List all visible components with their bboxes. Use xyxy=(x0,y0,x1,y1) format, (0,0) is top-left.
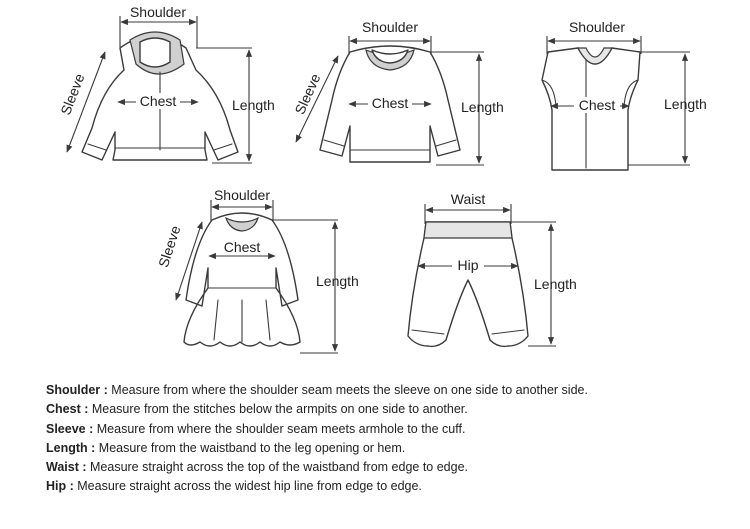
pants-figure xyxy=(408,191,577,346)
vest-chest-label: Chest xyxy=(578,97,616,113)
dress-sleeve-label: Sleeve xyxy=(155,223,184,270)
vest-shoulder-label: Shoulder xyxy=(568,19,626,35)
vest-length-label: Length xyxy=(664,96,707,112)
legend-text: Measure straight across the top of the waistband from edge to edge. xyxy=(90,460,468,475)
legend-item-hip xyxy=(46,477,588,496)
dress-length-label: Length xyxy=(316,273,359,289)
legend-text: Measure from where the shoulder seam meets the sleeve on one side to another side. xyxy=(111,383,588,397)
legend-term: Waist : xyxy=(46,460,87,475)
measurement-legend xyxy=(46,381,588,497)
dress-shoulder-label: Shoulder xyxy=(213,187,271,203)
legend-text: Measure from the waistband to the leg opening or hem. xyxy=(98,440,406,455)
pants-waist-label: Waist xyxy=(450,191,486,207)
legend-item-waist xyxy=(46,458,588,477)
legend-item-sleeve xyxy=(46,420,588,439)
legend-item-shoulder xyxy=(46,381,588,400)
pants-hip-label: Hip xyxy=(457,257,479,273)
legend-term: Hip : xyxy=(46,479,74,494)
sweater-shoulder-label: Shoulder xyxy=(361,19,419,35)
legend-term: Shoulder : xyxy=(46,383,108,397)
dress-figure xyxy=(155,187,359,353)
hoodie-sleeve-label: Sleeve xyxy=(57,71,88,118)
legend-term: Length : xyxy=(46,440,96,455)
sweater-chest-label: Chest xyxy=(371,95,409,111)
hoodie-shoulder-label: Shoulder xyxy=(129,4,187,20)
vest-figure xyxy=(542,19,707,170)
sweater-length-label: Length xyxy=(461,99,504,115)
sweater-sleeve-label: Sleeve xyxy=(291,71,324,117)
dress-chest-label: Chest xyxy=(223,239,261,255)
hoodie-length-label: Length xyxy=(232,97,275,113)
legend-item-chest xyxy=(46,400,588,419)
legend-term: Sleeve : xyxy=(46,421,94,436)
hoodie-chest-label: Chest xyxy=(139,93,177,109)
legend-text: Measure straight across the widest hip line from edge to edge. xyxy=(77,479,422,494)
legend-text: Measure from where the shoulder seam meets armhole to the cuff. xyxy=(96,421,466,436)
legend-item-length xyxy=(46,439,588,458)
legend-text: Measure from the stitches below the armpits on one side to another. xyxy=(91,402,468,417)
pants-length-label: Length xyxy=(534,276,577,292)
hoodie-figure xyxy=(57,4,275,163)
legend-term: Chest : xyxy=(46,402,89,417)
sweater-figure xyxy=(291,19,503,165)
